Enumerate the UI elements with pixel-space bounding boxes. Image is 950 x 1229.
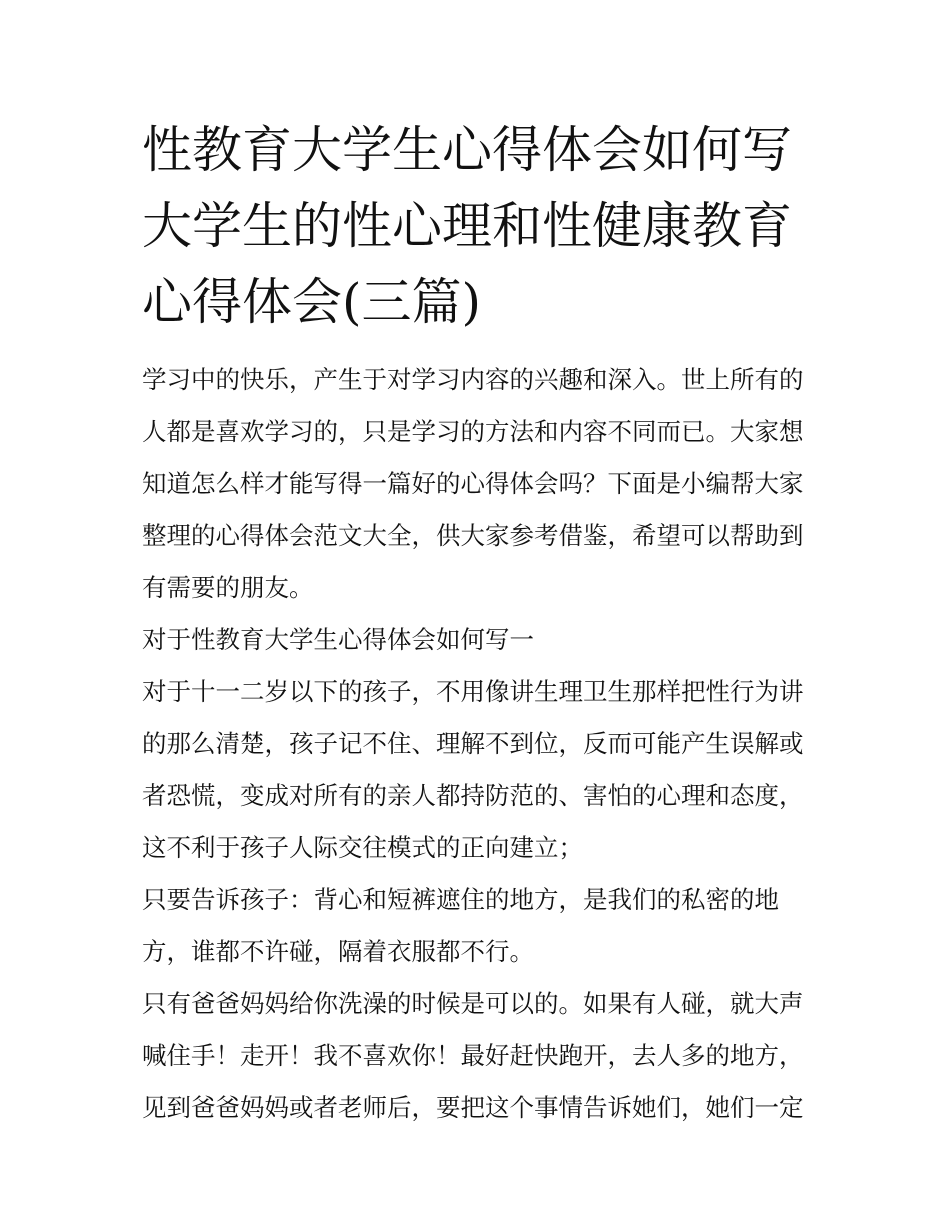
text-line: 只有爸爸妈妈给你洗澡的时候是可以的。如果有人碰，就大声	[142, 989, 804, 1018]
document-title	[142, 112, 822, 340]
title-line: 心得体会(三篇)	[142, 273, 482, 331]
text-line: 这不利于孩子人际交往模式的正向建立；	[142, 833, 583, 862]
title-line: 大学生的性心理和性健康教育	[142, 197, 792, 255]
text-line: 只要告诉孩子：背心和短裤遮住的地方，是我们的私密的地	[142, 885, 779, 914]
text-line: 对于性教育大学生心得体会如何写一	[142, 625, 534, 654]
text-line: 方，谁都不许碰，隔着衣服都不行。	[142, 937, 534, 966]
title-line: 性教育大学生心得体会如何写	[142, 121, 792, 179]
text-line: 对于十一二岁以下的孩子，不用像讲生理卫生那样把性行为讲	[142, 677, 804, 706]
text-line: 整理的心得体会范文大全，供大家参考借鉴，希望可以帮助到	[142, 521, 804, 550]
body-paragraph	[142, 666, 822, 874]
document-content	[142, 112, 822, 1134]
body-paragraph	[142, 874, 822, 978]
text-line: 人都是喜欢学习的，只是学习的方法和内容不同而已。大家想	[142, 417, 804, 446]
text-line: 者恐慌，变成对所有的亲人都持防范的、害怕的心理和态度，	[142, 781, 804, 810]
intro-paragraph	[142, 354, 822, 614]
section-heading	[142, 614, 822, 666]
text-line: 知道怎么样才能写得一篇好的心得体会吗？下面是小编帮大家	[142, 469, 804, 498]
text-line: 学习中的快乐，产生于对学习内容的兴趣和深入。世上所有的	[142, 365, 804, 394]
text-line: 喊住手！走开！我不喜欢你！最好赶快跑开，去人多的地方，	[142, 1041, 804, 1070]
body-paragraph	[142, 978, 822, 1134]
text-line: 见到爸爸妈妈或者老师后，要把这个事情告诉她们，她们一定	[142, 1093, 804, 1122]
text-line: 有需要的朋友。	[142, 573, 314, 602]
text-line: 的那么清楚，孩子记不住、理解不到位，反而可能产生误解或	[142, 729, 804, 758]
